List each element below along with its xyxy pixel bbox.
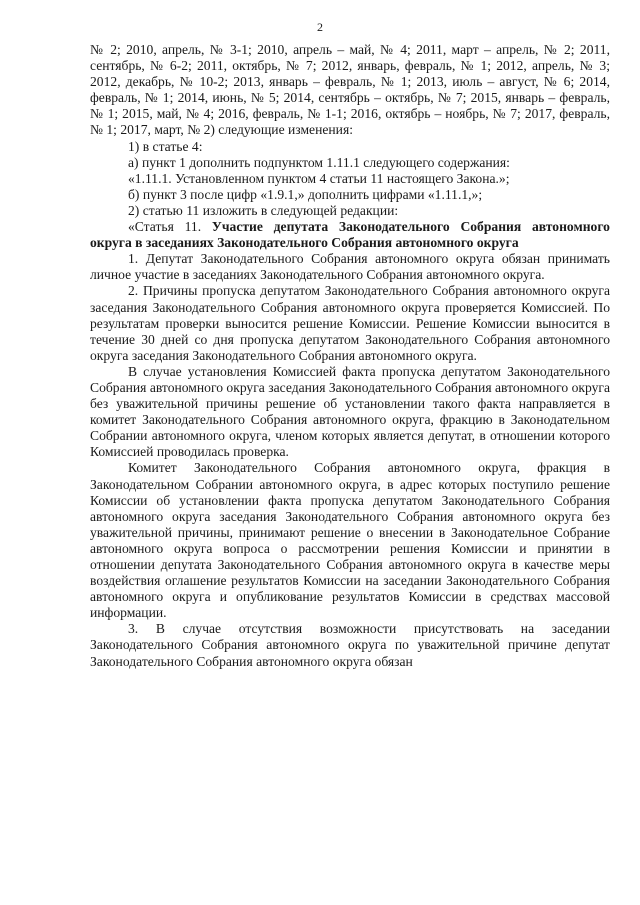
paragraph-item-1a: а) пункт 1 дополнить подпунктом 1.11.1 следующего содержания: [128, 154, 510, 170]
paragraph-amendment-sources: № 2; 2010, апрель, № 3-1; 2010, апрель – май, № 4; 2011, март – апрель, № 2; 2011, сентябрь, № 6-2; 2011, октябрь, № 7; 2012, январь, февраль, № 1; 2012, апрель, № 3; 2012, декабрь, № 10-2; 2013, январь – февраль, № 1; 2013, июль – август, № 6; 2014, февраль, № 1; 2014, июнь, № 5; 2014, сентябрь – октябрь, № 7; 2015, январь – февраль, № 1; 2015, май, № 4; 2016, февраль, № 1-1; 2016, октябрь – ноябрь, № 7; 2017, февраль, № 1; 2017, март, № 2) следующие изменения: [90, 42, 610, 138]
article-title: Участие депутата Законодательного Собрания автономного округа в заседаниях Законодательного Собрания автономного округа [90, 219, 610, 251]
paragraph-clause-2-case: В случае установления Комиссией факта пропуска депутатом Законодательного Собрания автономного округа заседания Законодательного Собрания автономного округа без уважительной причины решение об установлении такого факта направляется в комитет Законодательного Собрания автономного округа, фракцию в Законодательном Собрании автономного округа, членом которых является депутат, в отношении которого Комиссией проводилась проверка. [90, 363, 610, 460]
paragraph-quote-1-11-1: «1.11.1. Установленном пунктом 4 статьи 11 настоящего Закона.»; [128, 170, 510, 186]
paragraph-item-1b: б) пункт 3 после цифр «1.9.1,» дополнить цифрами «1.11.1,»; [128, 186, 483, 202]
paragraph-clause-3: 3. В случае отсутствия возможности присутствовать на заседании Законодательного Собрания автономного округа по уважительной причине депутат Законодательного Собрания автономного округа обязан [90, 621, 610, 669]
paragraph-clause-1: 1. Депутат Законодательного Собрания автономного округа обязан принимать личное участие в заседаниях Законодательного Собрания автономного округа. [90, 251, 610, 283]
paragraph-clause-2: 2. Причины пропуска депутатом Законодательного Собрания автономного округа заседания Законодательного Собрания автономного округа проверяется Комиссией. По результатам проверки выносится решение Комиссии. Решение Комиссии выносится в течение 30 дней со дня пропуска депутатом Законодательного Собрания автономного округа заседания Законодательного Собрания автономного округа. [90, 283, 610, 363]
article-heading [90, 219, 610, 251]
paragraph-item-2: 2) статью 11 изложить в следующей редакции: [128, 202, 399, 218]
article-number: «Статья 11. [128, 219, 202, 235]
paragraph-clause-2-committee: Комитет Законодательного Собрания автономного округа, фракция в Законодательном Собрании автономного округа, в адрес которых поступило решение Комиссии об установлении факта пропуска депутатом Законодательного Собрания автономного округа заседания Законодательного Собрания автономного округа без уважительной причины, принимают решение о внесении в Законодательное Собрание автономного округа вопроса о рассмотрении решения Комиссии и принятии в отношении депутата Законодательного Собрания автономного округа в качестве меры воздействия оглашение результатов Комиссии на заседании Законодательного Собрания автономного округа и опубликование результатов Комиссии в средствах массовой информации. [90, 460, 610, 621]
paragraph-item-1: 1) в статье 4: [128, 138, 203, 154]
document-body [90, 42, 610, 670]
page-number: 2 [317, 20, 323, 34]
